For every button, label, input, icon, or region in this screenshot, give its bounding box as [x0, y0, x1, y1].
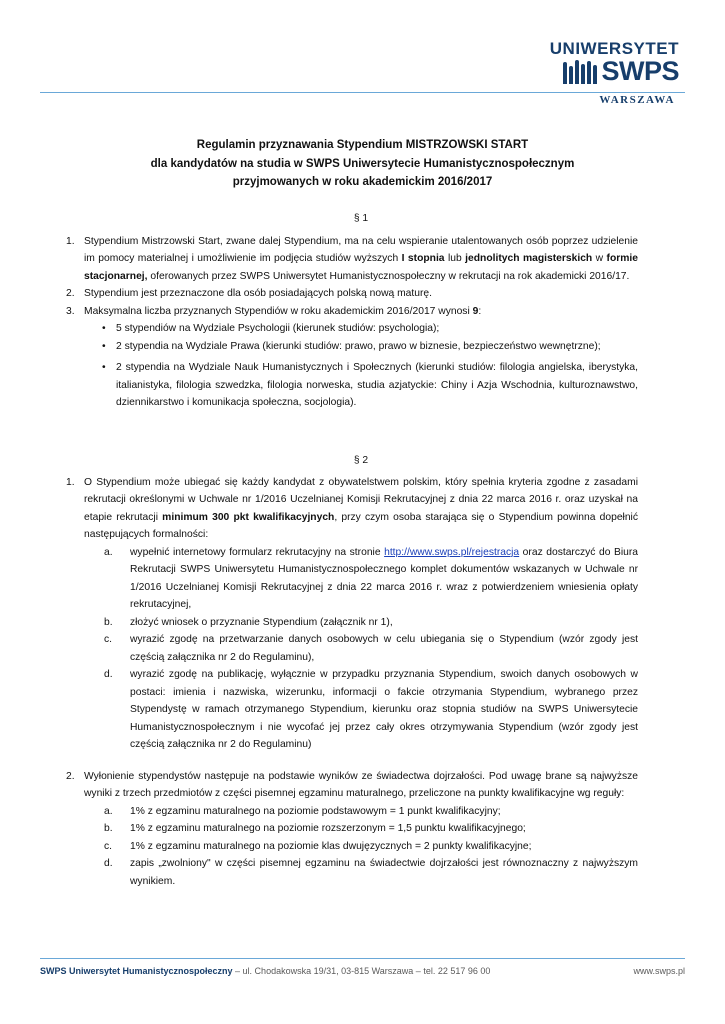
list-item: [102, 359, 638, 412]
s1-p1-text-a: Stypendium Mistrzowski Start, zwane dalej Stypendium, ma na celu wspieranie utalentowanych osób poprzez udzielenie im pomocy materialnej i umożliwienie im podjęcia studiów wyższych: [84, 235, 638, 264]
s2-p1-text-b: , przy czym osoba starająca się o Stypendium powinna dopełnić następujących formalności:: [84, 511, 638, 540]
item-text: 1% z egzaminu maturalnego na poziomie podstawowym = 1 punkt kwalifikacyjny;: [130, 805, 501, 817]
document-title: [40, 136, 685, 192]
logo-swps: SWPS: [601, 56, 679, 86]
bullet-icon: •: [102, 323, 106, 334]
item-letter: b.: [104, 823, 113, 834]
s1-p3-bold: 9: [472, 305, 479, 317]
s1-p3-end: :: [478, 305, 482, 317]
section-2-heading: § 2: [353, 455, 369, 466]
list-item: [104, 838, 638, 856]
item-letter: b.: [104, 616, 113, 628]
section-2: [66, 452, 638, 890]
logo-line-uniwersytet: UNIWERSYTET: [549, 39, 679, 58]
s1-p1-text-c: lub: [444, 253, 466, 264]
s2-p2-text: Wyłonienie stypendystów następuje na podstawie wyników ze świadectwa dojrzałości. Pod uwagę brane są najwyższe wyniki z trzech przedmiotów z części pisemnej egzaminu maturalnego, przeliczone na punkty kwalifikacyjne wg reguły:: [84, 770, 638, 799]
item-letter: a.: [104, 805, 113, 817]
s1-p1-text-d: w: [592, 253, 607, 264]
footer-org: SWPS Uniwersytet Humanistycznospołeczny: [40, 966, 233, 976]
item-text: wyrazić zgodę na przetwarzanie danych osobowych w celu ubiegania się o Stypendium (wzór zgody jest częścią załącznika nr 2 do Regulaminu),: [130, 634, 638, 663]
bullet-text: 2 stypendia na Wydziale Prawa (kierunki studiów: prawo, prawo w biznesie, bezpieczeństwo wewnętrzne);: [116, 340, 601, 352]
bullet-text: 5 stypendiów na Wydziale Psychologii (kierunek studiów: psychologia);: [116, 323, 440, 334]
footer-website[interactable]: www.swps.pl: [633, 966, 685, 976]
header-divider: [40, 92, 685, 93]
s2-point-1: [66, 474, 638, 544]
page-footer: [40, 966, 685, 976]
item-text: 1% z egzaminu maturalnego na poziomie klas dwujęzycznych = 2 punkty kwalifikacyjne;: [130, 840, 532, 852]
item-text: 1% z egzaminu maturalnego na poziomie rozszerzonym = 1,5 punktu kwalifikacyjnego;: [130, 823, 526, 834]
list-item: [104, 666, 638, 754]
bullet-icon: •: [102, 340, 106, 352]
item-text: zapis „zwolniony" w części pisemnej egzaminu na świadectwie dojrzałości jest równoznaczny z najwyższym wynikiem.: [130, 858, 638, 887]
list-item: [104, 820, 638, 838]
s1-p1-bold-1: I stopnia: [401, 253, 445, 264]
list-item: [102, 320, 638, 338]
s1-point-2: [66, 285, 638, 303]
title-line-3: przyjmowanych w roku akademickim 2016/2017: [232, 176, 493, 188]
s2-p1-bold: minimum 300 pkt kwalifikacyjnych: [162, 511, 335, 523]
list-item: [102, 338, 638, 356]
item-letter: c.: [104, 634, 113, 645]
list-item: [104, 544, 638, 614]
s1-p1-bold-2: jednolitych magisterskich: [465, 253, 593, 264]
list-item: [104, 803, 638, 821]
s2-p2-number: 2.: [66, 770, 75, 782]
s1-p3-number: 3.: [66, 305, 75, 317]
s1-p1-number: 1.: [66, 235, 75, 247]
footer-address: – ul. Chodakowska 19/31, 03-815 Warszawa – tel. 22 517 96 00: [232, 966, 491, 976]
s1-point-3: [66, 303, 638, 321]
list-item: [104, 631, 638, 666]
people-figures-icon: [563, 58, 597, 84]
logo-city: WARSZAWA: [599, 94, 675, 106]
registration-link[interactable]: http://www.swps.pl/rejestracja: [384, 546, 520, 558]
s1-p2-text: Stypendium jest przeznaczone dla osób posiadających polską nową maturę.: [84, 288, 433, 299]
footer-address-line: [40, 966, 490, 976]
s2-point-2: [66, 768, 638, 803]
s1-p1-text-e: oferowanych przez SWPS Uniwersytet Humanistycznospołeczny w rekrutacji na rok akademicki 2016/17.: [147, 270, 630, 282]
title-line-2: dla kandydatów na studia w SWPS Uniwersytecie Humanistycznospołecznym: [150, 157, 575, 170]
item-letter: d.: [104, 858, 113, 869]
footer-divider: [40, 958, 685, 959]
s1-p1-bold-3: formie stacjonarnej,: [84, 253, 639, 282]
logo-swps-row: [529, 58, 679, 84]
s1-point-1: [66, 233, 639, 286]
item-letter: c.: [104, 840, 113, 852]
s2-p1-number: 1.: [66, 476, 75, 488]
item-text: oraz dostarczyć do Biura Rekrutacji SWPS Uniwersytetu Humanistycznospołecznego komplet dokumentów wskazanych w Uchwale nr 1/2016 Uczelnianej Komisji Rekrutacyjnej z dnia 22 marca 2016 r. wraz z potwierdzeniem wniesienia opłaty rekrutacyjnej,: [130, 546, 638, 610]
university-logo: [529, 40, 679, 106]
item-text: złożyć wniosek o przyznanie Stypendium (załącznik nr 1),: [130, 616, 393, 628]
item-letter: a.: [104, 546, 113, 558]
s1-p3-text: Maksymalna liczba przyznanych Stypendiów w roku akademickim 2016/2017 wynosi: [84, 305, 473, 317]
title-line-1: Regulamin przyznawania Stypendium MISTRZOWSKI START: [196, 139, 529, 151]
item-text: wypełnić internetowy formularz rekrutacyjny na stronie: [130, 546, 385, 558]
item-text: wyrazić zgodę na publikację, wyłącznie w przypadku przyznania Stypendium, swoich danych osobowych w postaci: imienia i nazwiska, wizerunku, informacji o fakcie otrzymania Stypendium, wybranego przez Stypendystę w ramach otrzymanego Stypendium, kierunku oraz stopnia studiów na SWPS Uniwersytecie Humanistycznospołecznym i nie wycofać jej przez cały okres otrzymywania Stypendium (wzór zgody jest częścią załącznika nr 2 do Regulaminu): [130, 669, 638, 750]
section-1-heading: § 1: [353, 213, 369, 224]
list-item: [104, 614, 638, 632]
bullet-icon: •: [102, 362, 106, 373]
section-1: [66, 210, 639, 412]
s1-p2-number: 2.: [66, 288, 75, 299]
bullet-text: 2 stypendia na Wydziale Nauk Humanistycznych i Społecznych (kierunki studiów: filologia angielska, iberystyka, italianistyka, filologia szwedzka, filologia norweska, studia azjatyckie: Chiny i Azja Wschodnia, kulturoznawstwo, dziennikarstwo i komunikacja społeczna, socjologia).: [116, 362, 638, 408]
list-item: [104, 855, 638, 890]
item-letter: d.: [104, 669, 113, 680]
s2-p1-text-a: O Stypendium może ubiegać się każdy kandydat z obywatelstwem polskim, który spełnia kryteria zgodne z zasadami rekrutacji określonymi w Uchwale nr 1/2016 Uczelnianej Komisji Rekrutacyjnej z dnia 22 marca 2016 r. oraz uzyskał na etapie rekrutacji: [84, 476, 638, 523]
